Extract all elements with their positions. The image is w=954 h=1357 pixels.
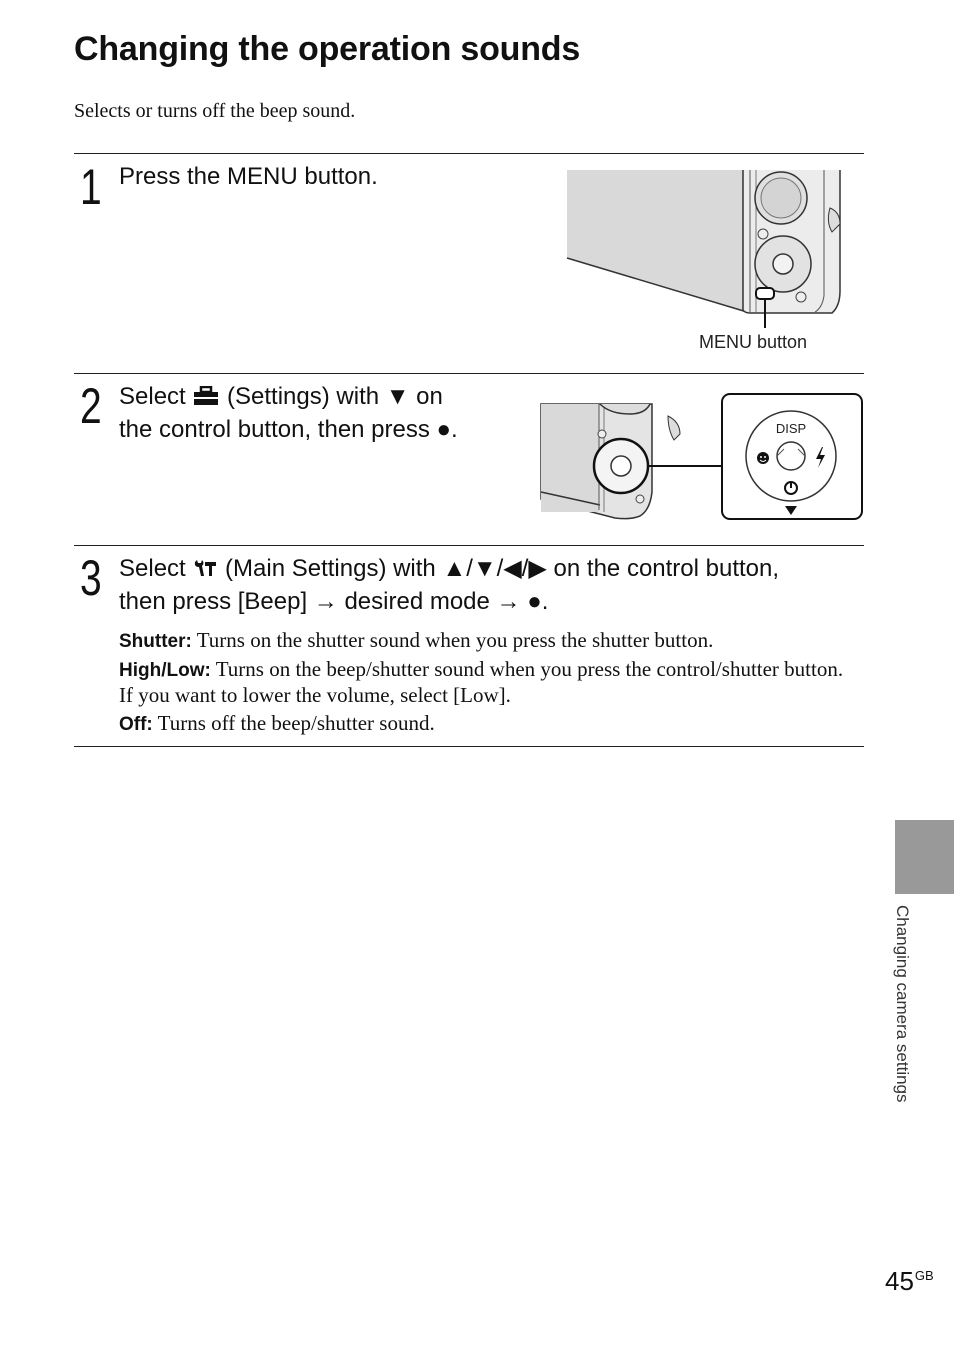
divider bbox=[74, 373, 864, 374]
divider bbox=[74, 545, 864, 546]
step-3-text: Select (Main Settings) with ▲/▼/◀/▶ on the control button, then press [Beep] → desired mode → ●. bbox=[119, 555, 780, 615]
control-button-figure bbox=[540, 392, 865, 522]
divider bbox=[74, 746, 864, 747]
option-high-low: High/Low: Turns on the beep/shutter sound when you press the control/shutter button. If you want to lower the volume, select [Low]. bbox=[119, 657, 844, 707]
disp-label: DISP bbox=[775, 421, 807, 436]
section-tab bbox=[895, 820, 954, 894]
page-number: $45^{GB}$ bbox=[885, 1266, 934, 1296]
toolbox-icon bbox=[192, 386, 220, 406]
divider bbox=[74, 153, 864, 154]
page-title: Changing the operation sounds bbox=[74, 30, 581, 68]
step-3-number: 3 bbox=[80, 550, 102, 606]
option-shutter: Shutter: Turns on the shutter sound when you press the shutter button. bbox=[119, 628, 714, 652]
menu-button-caption: MENU button bbox=[699, 332, 808, 352]
options-list bbox=[119, 628, 859, 740]
menu-button-highlight bbox=[756, 288, 774, 299]
wrench-hammer-icon bbox=[192, 558, 218, 578]
intro-text: Selects or turns off the beep sound. bbox=[74, 100, 356, 122]
section-label: Changing camera settings bbox=[893, 905, 912, 1103]
step-1-number: 1 bbox=[80, 159, 102, 215]
step-1-text: Press the MENU button. bbox=[119, 163, 378, 190]
option-off: Off: Turns off the beep/shutter sound. bbox=[119, 711, 435, 735]
camera-back-figure bbox=[560, 166, 860, 331]
step-2-text: Select (Settings) with ▼ on the control button, then press ●. bbox=[119, 383, 458, 443]
step-2-number: 2 bbox=[80, 378, 102, 434]
